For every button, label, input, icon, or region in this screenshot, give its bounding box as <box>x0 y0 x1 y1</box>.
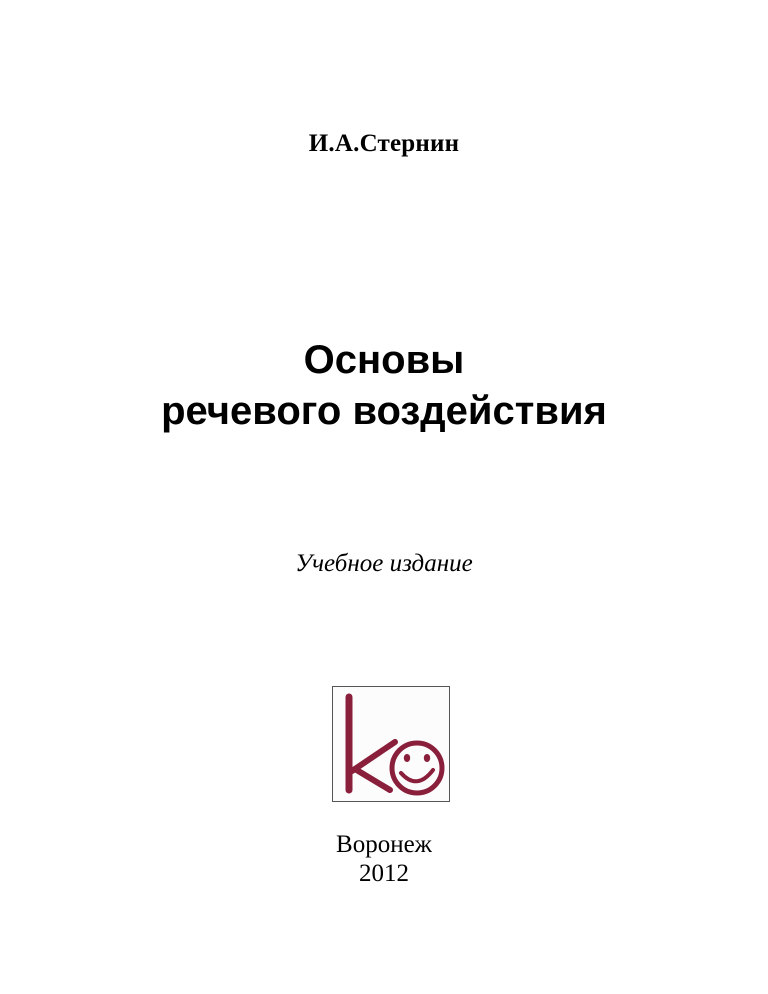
imprint <box>0 830 768 888</box>
book-title <box>0 335 768 437</box>
publication-year: 2012 <box>359 860 409 887</box>
publisher-logo <box>332 686 450 802</box>
book-title-line-2: речевого воздействия <box>161 389 607 433</box>
book-title-line-1: Основы <box>303 338 465 382</box>
ko-smiley-logo-icon <box>333 687 449 801</box>
publication-city: Воронеж <box>336 831 432 858</box>
author-name: И.А.Стернин <box>308 130 460 157</box>
edition-type: Учебное издание <box>295 550 473 577</box>
